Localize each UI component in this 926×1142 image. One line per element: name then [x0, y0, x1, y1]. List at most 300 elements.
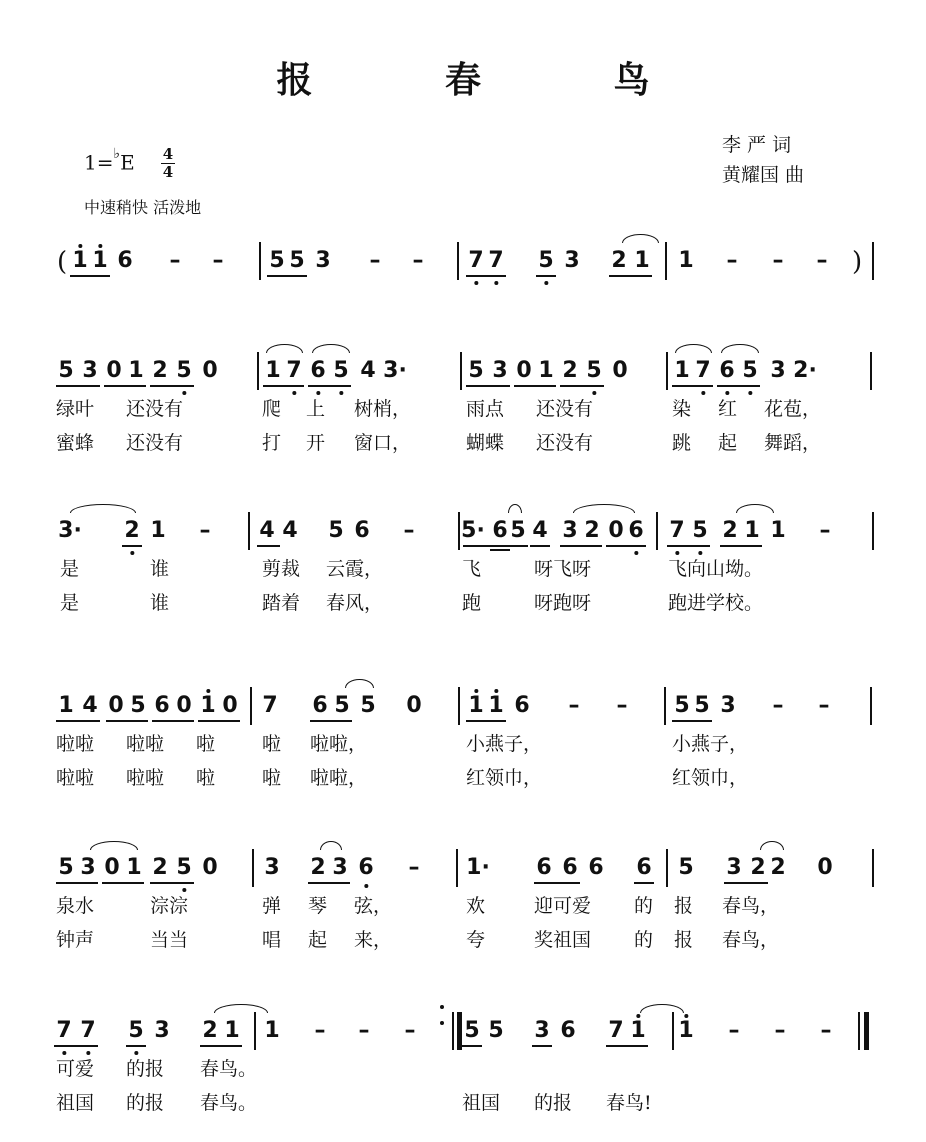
- note-digit: –: [314, 1018, 326, 1043]
- note: [152, 857, 167, 879]
- note: [750, 857, 765, 879]
- lyric-word: 谁: [150, 592, 170, 614]
- note: [775, 1020, 786, 1042]
- bar-line: [252, 849, 254, 887]
- note: [770, 857, 785, 879]
- note: [694, 695, 709, 717]
- lyric-word: 还没有: [126, 398, 184, 420]
- tie-arc: [721, 344, 759, 353]
- beam-underline: [490, 545, 510, 547]
- lyric-word: 春鸟。: [200, 1058, 258, 1080]
- note: [695, 360, 710, 382]
- note-digit: 3: [534, 1018, 550, 1043]
- note-digit: 5: [128, 1018, 144, 1043]
- bar-line: [248, 512, 250, 550]
- note-digit: 4: [82, 693, 98, 718]
- note: [92, 250, 107, 272]
- note-digit: 1: [128, 358, 144, 383]
- note: [289, 250, 304, 272]
- note-digit: 5: [333, 358, 349, 383]
- note-digit: –: [820, 1018, 832, 1043]
- beam-underline: [56, 720, 100, 722]
- high-octave-dot: [636, 1014, 640, 1018]
- beam-underline: [267, 275, 307, 277]
- lyric-word: 祖国: [56, 1092, 95, 1114]
- note: [176, 360, 191, 382]
- note-digit: 7: [488, 248, 504, 273]
- lyric-word: 啦啦: [126, 767, 165, 789]
- note: [636, 857, 651, 879]
- note: [117, 250, 132, 272]
- note-digit: –: [412, 248, 424, 273]
- note-digit: 2: [722, 518, 738, 543]
- bar-line: [666, 352, 668, 390]
- note-digit: 1: [468, 693, 484, 718]
- lyric-word: 弹: [262, 895, 282, 917]
- note-digit: 5: [742, 358, 758, 383]
- tie-arc: [675, 344, 712, 353]
- note: [722, 520, 737, 542]
- lyric-word: 琴: [308, 895, 328, 917]
- note-digit: –: [772, 248, 784, 273]
- note: [692, 520, 707, 542]
- note: [200, 695, 215, 717]
- bar-line: [457, 242, 459, 280]
- tie-arc: [320, 841, 342, 850]
- note: [674, 360, 689, 382]
- bar-line: [666, 849, 668, 887]
- note: [514, 695, 529, 717]
- note: [719, 360, 734, 382]
- note: [202, 857, 217, 879]
- lyrics-verse-1: [0, 1050, 926, 1084]
- note-digit: 6: [514, 693, 530, 718]
- score-system-1: [0, 220, 926, 280]
- lyric-word: 啦啦: [56, 767, 95, 789]
- note: [742, 360, 757, 382]
- note: [562, 857, 577, 879]
- note-digit: 5·: [461, 518, 485, 543]
- lyric-word: 小燕子，: [466, 733, 543, 755]
- tie-arc: [640, 1004, 684, 1013]
- lyric-word: 还没有: [536, 432, 594, 454]
- tempo-marking: 中速稍快 活泼地: [84, 198, 202, 217]
- note: [488, 250, 503, 272]
- note: [108, 695, 123, 717]
- lyric-word: 还没有: [126, 432, 184, 454]
- note: [727, 250, 738, 272]
- note-digit: 3·: [58, 518, 82, 543]
- note: [821, 1020, 832, 1042]
- note-digit: –: [568, 693, 580, 718]
- notes-row: [0, 490, 926, 550]
- note: [224, 1020, 239, 1042]
- time-signature-bottom: 4: [162, 163, 174, 181]
- note-digit: 1: [72, 248, 88, 273]
- beam-underline: [126, 1045, 146, 1047]
- note-digit: 7: [608, 1018, 624, 1043]
- bar-line: [456, 849, 458, 887]
- bar-line: [458, 687, 460, 725]
- lyric-word: 飞: [462, 558, 482, 580]
- beam-underline: [102, 882, 144, 884]
- note-digit: 7: [669, 518, 685, 543]
- high-octave-dot: [78, 244, 82, 248]
- lyric-word: 云霞，: [326, 558, 384, 580]
- note-digit: 5: [176, 855, 192, 880]
- lyric-word: 报: [674, 929, 694, 951]
- note-digit: 1: [150, 518, 166, 543]
- lyric-word: 钟声: [56, 929, 95, 951]
- song-title: 报 春 鸟: [276, 60, 710, 101]
- note: [729, 1020, 740, 1042]
- lyric-word: 迎可爱: [534, 895, 592, 917]
- low-octave-dot: [544, 281, 548, 285]
- note: [612, 360, 627, 382]
- lyric-word: 春鸟，: [722, 895, 780, 917]
- note-digit: –: [369, 248, 381, 273]
- note: [264, 1020, 279, 1042]
- lyric-word: 踏着: [262, 592, 301, 614]
- lyric-word: 的报: [126, 1058, 165, 1080]
- lyric-word: 染: [672, 398, 692, 420]
- note: [264, 857, 279, 879]
- lyric-word: 呀跑呀: [534, 592, 592, 614]
- note: [58, 857, 73, 879]
- high-octave-dot: [98, 244, 102, 248]
- note-digit: 1: [770, 518, 786, 543]
- key-prefix: 1=: [84, 150, 114, 175]
- note-digit: 2: [152, 855, 168, 880]
- note-digit: 1: [265, 358, 281, 383]
- beam-underline: [536, 275, 556, 277]
- bar-line: [665, 242, 667, 280]
- note: [310, 857, 325, 879]
- note-digit: 5: [269, 248, 285, 273]
- note-digit: 6: [628, 518, 644, 543]
- note-digit: 5: [468, 358, 484, 383]
- note-digit: 1: [126, 855, 142, 880]
- lyrics-verse-2: [0, 584, 926, 618]
- note: [82, 360, 97, 382]
- score-system-3: [0, 490, 926, 618]
- note: [80, 1020, 95, 1042]
- note: [269, 250, 284, 272]
- beam-underline: [56, 882, 98, 884]
- beam-underline: [466, 275, 506, 277]
- note: [332, 857, 347, 879]
- note-digit: 7: [468, 248, 484, 273]
- note-digit: 6: [492, 518, 508, 543]
- lyric-word: 跳: [672, 432, 692, 454]
- note-digit: 2: [584, 518, 600, 543]
- beam-underline: [532, 1045, 552, 1047]
- tie-arc: [622, 234, 659, 243]
- note: [608, 520, 623, 542]
- beam-underline: [122, 545, 142, 547]
- bar-line: [656, 512, 658, 550]
- note-digit: 5: [360, 693, 376, 718]
- note-digit: 7: [80, 1018, 96, 1043]
- note: [360, 695, 375, 717]
- lyric-word: 呀飞呀: [534, 558, 592, 580]
- note-digit: 0: [202, 855, 218, 880]
- high-octave-dot: [494, 689, 498, 693]
- note: [58, 360, 73, 382]
- note-digit: 6: [358, 855, 374, 880]
- note: [404, 520, 415, 542]
- note-digit: 6: [562, 855, 578, 880]
- note-digit: 5: [58, 855, 74, 880]
- bar-line: [460, 352, 462, 390]
- note-digit: 5: [488, 1018, 504, 1043]
- note-digit: 3: [315, 248, 331, 273]
- note: [409, 857, 420, 879]
- beam-underline: [609, 275, 652, 277]
- lyric-word: 啦: [196, 733, 216, 755]
- note: [817, 250, 828, 272]
- note-digit: –: [616, 693, 628, 718]
- note-digit: 0: [608, 518, 624, 543]
- beam-underline: [606, 545, 646, 547]
- note-digit: 0: [106, 358, 122, 383]
- note: [464, 1020, 479, 1042]
- note-digit: –: [818, 693, 830, 718]
- note: [170, 250, 181, 272]
- note: [468, 250, 483, 272]
- lyrics-verse-1: [0, 887, 926, 921]
- lyrics-verse-2: [0, 921, 926, 955]
- score-system-5: [0, 827, 926, 955]
- lyric-word: 啦: [262, 733, 282, 755]
- note: [569, 695, 580, 717]
- note: [315, 250, 330, 272]
- note: [383, 360, 407, 382]
- note: [678, 857, 693, 879]
- note-digit: 1: [58, 693, 74, 718]
- beam-underline: [150, 385, 194, 387]
- lyric-word: 弦，: [354, 895, 393, 917]
- note: [634, 250, 649, 272]
- lyric-word: 可爱: [56, 1058, 95, 1080]
- note: [200, 520, 211, 542]
- lyric-word: 的: [634, 895, 654, 917]
- lyric-word: 奖祖国: [534, 929, 592, 951]
- note-digit: 0: [817, 855, 833, 880]
- beam-underline: [717, 385, 760, 387]
- tie-arc: [70, 504, 136, 513]
- note-digit: 3: [770, 358, 786, 383]
- bar-line: [250, 687, 252, 725]
- lyric-word: 剪裁: [262, 558, 301, 580]
- note: [564, 250, 579, 272]
- note-digit: 2·: [793, 358, 817, 383]
- beam-underline: [257, 545, 280, 547]
- note: [617, 695, 628, 717]
- note: [510, 520, 525, 542]
- note-digit: 4: [360, 358, 376, 383]
- beam-underline: [198, 720, 240, 722]
- note: [770, 360, 785, 382]
- bar-line: [858, 1012, 860, 1050]
- lyric-word: 啦啦: [126, 733, 165, 755]
- note: [222, 695, 237, 717]
- note: [466, 857, 490, 879]
- beam-underline: [720, 545, 762, 547]
- lyric-word: 蜜蜂: [56, 432, 95, 454]
- note: [265, 360, 280, 382]
- lyric-word: 夸: [466, 929, 486, 951]
- thick-bar-line: [864, 1012, 869, 1050]
- note: [202, 360, 217, 382]
- note-digit: 4: [282, 518, 298, 543]
- note-digit: 2: [562, 358, 578, 383]
- note-digit: 3: [726, 855, 742, 880]
- lyric-word: 泉水: [56, 895, 95, 917]
- note-digit: 3: [492, 358, 508, 383]
- note: [58, 520, 82, 542]
- note: [354, 520, 369, 542]
- note: [584, 520, 599, 542]
- note: [315, 1020, 326, 1042]
- note-digit: 1: [634, 248, 650, 273]
- note: [202, 1020, 217, 1042]
- note-digit: 0: [612, 358, 628, 383]
- lyric-word: 还没有: [536, 398, 594, 420]
- note: [406, 695, 421, 717]
- note: [678, 250, 693, 272]
- beam-underline: [200, 1045, 242, 1047]
- note-digit: –: [728, 1018, 740, 1043]
- tie-arc: [312, 344, 350, 353]
- note-digit: 6: [117, 248, 133, 273]
- note-digit: 3: [564, 248, 580, 273]
- note: [536, 857, 551, 879]
- note-digit: 2: [152, 358, 168, 383]
- lyric-word: 啦啦，: [310, 767, 368, 789]
- note: [310, 360, 325, 382]
- note: [744, 520, 759, 542]
- notes-row: [0, 330, 926, 390]
- lyric-word: 跑进学校。: [668, 592, 764, 614]
- note: [176, 857, 191, 879]
- bar-line: [257, 352, 259, 390]
- note: [333, 360, 348, 382]
- beam-underline: [530, 545, 550, 547]
- high-octave-dot: [474, 689, 478, 693]
- note-digit: –: [358, 1018, 370, 1043]
- note: [370, 250, 381, 272]
- beam-underline: [308, 385, 351, 387]
- low-octave-dot: [494, 281, 498, 285]
- beam-underline: [308, 882, 350, 884]
- note-digit: 5: [586, 358, 602, 383]
- note: [820, 520, 831, 542]
- note: [72, 250, 87, 272]
- note-digit: 0: [176, 693, 192, 718]
- beam-underline: [514, 385, 556, 387]
- note-digit: 3: [82, 358, 98, 383]
- intro-parenthesis: (: [57, 247, 68, 277]
- lyric-word: 爬: [262, 398, 282, 420]
- bar-line: [872, 512, 874, 550]
- note-digit: 2: [770, 855, 786, 880]
- note-digit: 6: [154, 693, 170, 718]
- beam-underline: [106, 720, 148, 722]
- beam-underline: [150, 882, 194, 884]
- note-digit: 3: [264, 855, 280, 880]
- lyric-word: 啦啦，: [310, 733, 368, 755]
- note: [282, 520, 297, 542]
- beam-underline: [462, 1045, 482, 1047]
- note-digit: 6: [312, 693, 328, 718]
- beam-underline: [263, 385, 304, 387]
- beam-underline: [466, 385, 510, 387]
- note-digit: 0: [202, 358, 218, 383]
- note-digit: 6: [354, 518, 370, 543]
- tie-arc: [760, 841, 784, 850]
- note-digit: 0: [516, 358, 532, 383]
- lyric-word: 唱: [262, 929, 282, 951]
- note: [588, 857, 603, 879]
- note: [359, 1020, 370, 1042]
- note: [773, 250, 784, 272]
- high-octave-dot: [684, 1014, 688, 1018]
- note: [213, 250, 224, 272]
- lyrics-verse-2: [0, 759, 926, 793]
- lyric-word: 来，: [354, 929, 393, 951]
- note-digit: 1: [744, 518, 760, 543]
- note-digit: 3: [154, 1018, 170, 1043]
- beam-underline: [667, 545, 710, 547]
- beam-underline: [634, 882, 654, 884]
- note-digit: 1: [264, 1018, 280, 1043]
- note: [720, 695, 735, 717]
- beam-underline: [310, 720, 352, 722]
- beam-underline: [152, 720, 194, 722]
- note: [312, 695, 327, 717]
- note: [678, 1020, 693, 1042]
- low-octave-dot: [474, 281, 478, 285]
- note: [817, 857, 832, 879]
- beam-underline: [560, 545, 602, 547]
- note: [128, 1020, 143, 1042]
- note-digit: 5: [510, 518, 526, 543]
- note-digit: 0: [406, 693, 422, 718]
- note: [538, 250, 553, 272]
- note-digit: 2: [124, 518, 140, 543]
- note: [532, 520, 547, 542]
- note: [608, 1020, 623, 1042]
- note-digit: 5: [130, 693, 146, 718]
- note: [259, 520, 274, 542]
- note: [538, 360, 553, 382]
- notes-row: [0, 220, 926, 280]
- bar-line: [664, 687, 666, 725]
- note: [152, 360, 167, 382]
- score-system-4: [0, 665, 926, 793]
- notes-row: [0, 990, 926, 1050]
- note: [150, 520, 165, 542]
- note: [106, 360, 121, 382]
- lyric-word: 春鸟，: [722, 929, 780, 951]
- note-digit: –: [774, 1018, 786, 1043]
- note-digit: 5: [176, 358, 192, 383]
- note: [611, 250, 626, 272]
- note: [176, 695, 191, 717]
- note-digit: 2: [310, 855, 326, 880]
- note: [628, 520, 643, 542]
